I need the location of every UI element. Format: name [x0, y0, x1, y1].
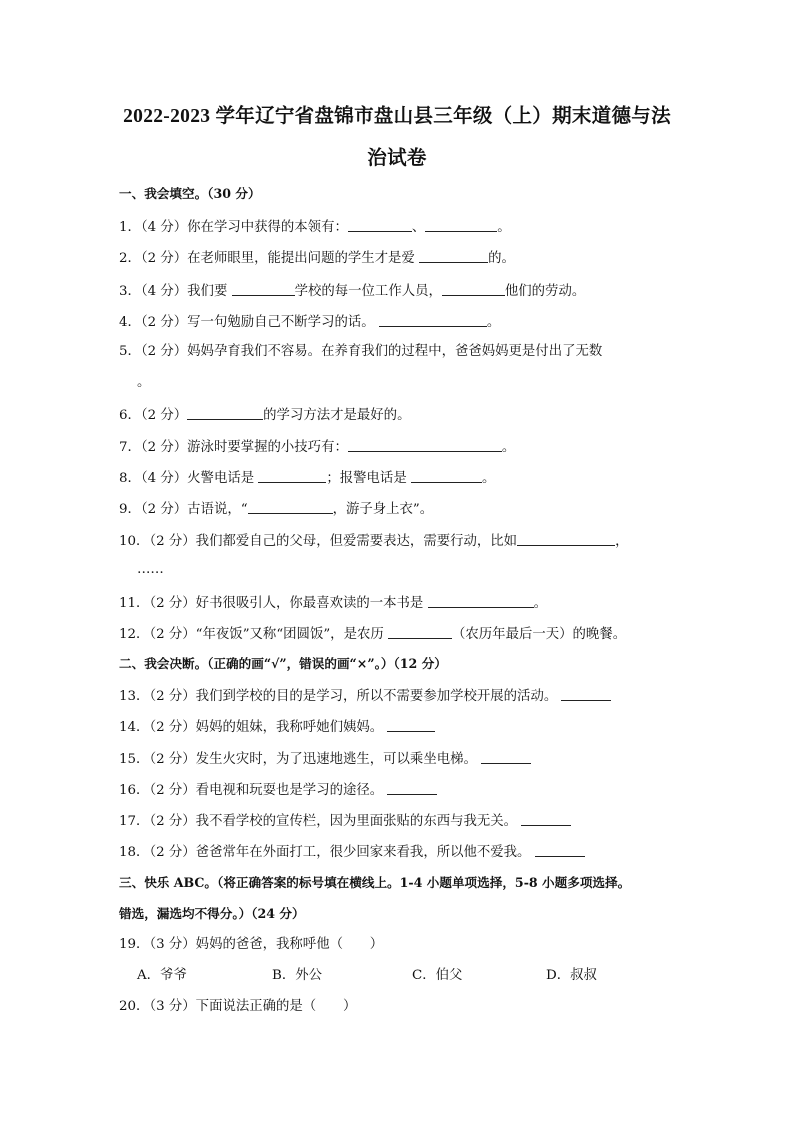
answer-blank[interactable] [517, 532, 615, 546]
answer-blank[interactable] [258, 469, 326, 483]
question-18 [119, 843, 585, 861]
exam-title-line1: 2022-2023 学年辽宁省盘锦市盘山县三年级（上）期末道德与法 [123, 106, 671, 127]
question-2-text: 2．（2 分）在老师眼里，能提出问题的学生才是爱 [119, 251, 420, 266]
question-2 [119, 249, 515, 267]
answer-blank[interactable] [388, 625, 452, 639]
question-1-separator: 、 [411, 220, 426, 235]
question-3-end: 他们的劳动。 [504, 284, 586, 299]
answer-blank[interactable] [442, 282, 505, 296]
question-8-end: 。 [481, 471, 496, 486]
exam-title-line2: 治试卷 [367, 148, 427, 169]
question-10-text: 10．（2 分）我们都爱自己的父母，但爱需要表达，需要行动，比如 [119, 534, 518, 549]
answer-blank[interactable] [425, 218, 497, 232]
answer-blank[interactable] [348, 218, 412, 232]
section-1-header: 一、我会填空。（30 分） [119, 186, 261, 201]
question-19: 19．（3 分）妈妈的爸爸，我称呼他（ ） [119, 937, 384, 952]
question-5-continuation: 。 [137, 375, 151, 390]
question-6-end: 的学习方法才是最好的。 [263, 408, 411, 423]
question-9 [119, 500, 433, 518]
question-18-text: 18．（2 分）爸爸常年在外面打工，很少回家来看我，所以他不爱我。 [119, 845, 535, 860]
question-2-end: 的。 [488, 251, 515, 266]
question-3 [119, 282, 585, 300]
question-10-end: ， [615, 534, 629, 549]
answer-blank[interactable] [248, 500, 333, 514]
answer-blank[interactable] [481, 750, 531, 764]
question-1 [119, 218, 511, 236]
answer-blank[interactable] [387, 718, 435, 732]
question-8-text: 8．（4 分）火警电话是 [119, 471, 259, 486]
question-10-continuation: …… [137, 562, 164, 577]
question-4 [119, 313, 500, 331]
question-8-middle: ；报警电话是 [326, 471, 411, 486]
question-19-option-b[interactable]: B．外公 [272, 968, 323, 983]
question-10 [119, 532, 628, 550]
question-16 [119, 781, 437, 799]
question-15 [119, 750, 531, 768]
question-20: 20．（3 分）下面说法正确的是（ ） [119, 999, 357, 1014]
answer-blank[interactable] [387, 781, 437, 795]
question-9-text: 9．（2 分）古语说，“ [119, 502, 248, 517]
answer-blank[interactable] [411, 469, 482, 483]
question-17-text: 17．（2 分）我不看学校的宣传栏，因为里面张贴的东西与我无关。 [119, 814, 522, 829]
answer-blank[interactable] [379, 313, 487, 327]
question-19-option-d[interactable]: D．叔叔 [546, 968, 597, 983]
question-13-text: 13．（2 分）我们到学校的目的是学习，所以不需要参加学校开展的活动。 [119, 689, 562, 704]
question-9-end: ，游子身上衣”。 [332, 502, 434, 517]
question-17 [119, 812, 571, 830]
section-3-header-line2: 错选，漏选均不得分。）（24 分） [119, 906, 305, 921]
answer-blank[interactable] [419, 249, 488, 263]
answer-blank[interactable] [535, 843, 585, 857]
question-7-text: 7．（2 分）游泳时要掌握的小技巧有： [119, 440, 348, 455]
question-11-text: 11．（2 分）好书很吸引人，你最喜欢读的一本书是 [119, 596, 428, 611]
question-7 [119, 438, 515, 456]
question-8 [119, 469, 495, 487]
question-14 [119, 718, 435, 736]
question-12 [119, 625, 626, 643]
question-6-text: 6．（2 分） [119, 408, 188, 423]
question-4-text: 4．（2 分）写一句勉励自己不断学习的话。 [119, 315, 379, 330]
question-6 [119, 406, 410, 424]
question-12-text: 12．（2 分）“年夜饭”又称“团圆饭”，是农历 [119, 627, 389, 642]
section-2-header: 二、我会决断。（正确的画“√”，错误的画“×”。）（12 分） [119, 656, 447, 671]
question-7-end: 。 [501, 440, 516, 455]
answer-blank[interactable] [232, 282, 295, 296]
question-16-text: 16．（2 分）看电视和玩耍也是学习的途径。 [119, 783, 388, 798]
question-5: 5．（2 分）妈妈孕育我们不容易。在养育我们的过程中，爸爸妈妈更是付出了无数 [119, 344, 603, 359]
question-4-end: 。 [486, 315, 501, 330]
answer-blank[interactable] [348, 438, 502, 452]
question-3-middle: 学校的每一位工作人员， [294, 284, 442, 299]
answer-blank[interactable] [561, 687, 611, 701]
question-14-text: 14．（2 分）妈妈的姐妹，我称呼她们姨妈。 [119, 720, 388, 735]
question-11-end: 。 [533, 596, 547, 611]
answer-blank[interactable] [428, 594, 534, 608]
question-11 [119, 594, 547, 612]
question-19-option-c[interactable]: C．伯父 [412, 968, 463, 983]
section-3-header: 三、快乐 ABC。（将正确答案的标号填在横线上。1-4 小题单项选择，5-8 小题多项选择。 [119, 875, 631, 890]
question-3-text: 3．（4 分）我们要 [119, 284, 232, 299]
answer-blank[interactable] [521, 812, 571, 826]
question-19-option-a[interactable]: A．爷爷 [137, 968, 187, 983]
answer-blank[interactable] [187, 406, 263, 420]
question-12-end: （农历年最后一天）的晚餐。 [452, 627, 627, 642]
question-1-end: 。 [497, 220, 511, 235]
question-15-text: 15．（2 分）发生火灾时，为了迅速地逃生，可以乘坐电梯。 [119, 752, 482, 767]
question-13 [119, 687, 611, 705]
question-1-text: 1．（4 分）你在学习中获得的本领有： [119, 220, 348, 235]
